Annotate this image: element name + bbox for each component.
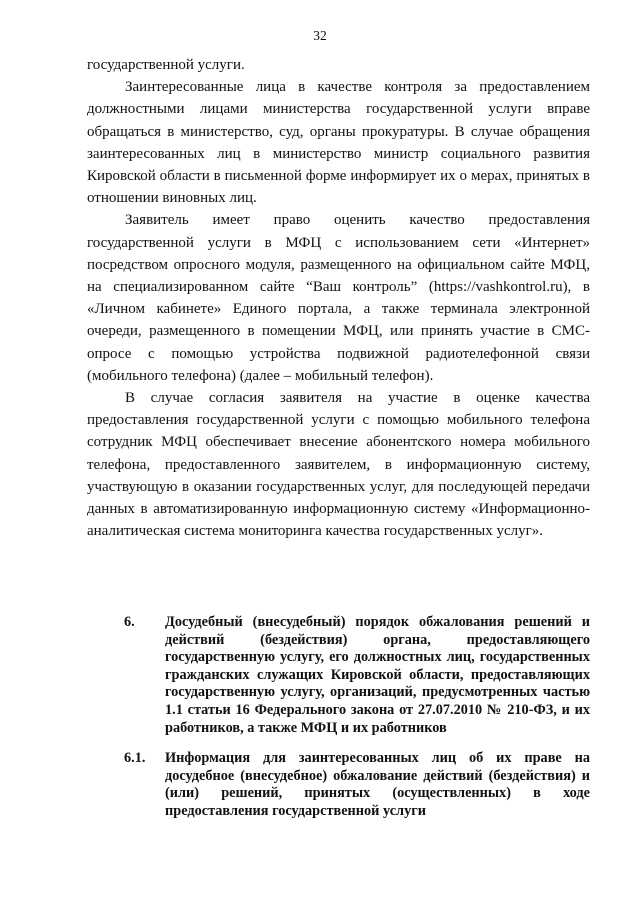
paragraph: Заинтересованные лица в качестве контроля за предоставлением должностными лицами министерства государственной услуги вправе обращаться в министерство, суд, органы прокуратуры. В случае обращения заинтересованных лиц в министерство министр социального развития Кировской области в письменной форме информирует их о мерах, принятых в отношении виновных лиц. (87, 79, 590, 207)
section-title: Досудебный (внесудебный) порядок обжалования решений и действий (бездействия) органа, предоставляющего государственную услугу, его должностных лиц, государственных гражданских служащих Кировской области, предоставляющих государственную услугу, организаций, предусмотренных частью 1.1 статьи 16 Федерального закона от 27.07.2010 № 210-ФЗ, и их работников, а также МФЦ и их работников (165, 614, 590, 736)
paragraph: Заявитель имеет право оценить качество предоставления государственной услуги в МФЦ с использованием сети «Интернет» посредством опросного модуля, размещенного на официальном сайте МФЦ, на специализированном сайте “Ваш контроль” (https://vashkontrol.ru), в «Личном кабинете» Единого портала, а также терминала электронной очереди, размещенного в помещении МФЦ, или принять участие в СМС-опросе с помощью устройства подвижной радиотелефонной связи (мобильного телефона) (далее – мобильный телефон). (87, 212, 590, 384)
body-text (87, 54, 590, 542)
section-heading-6-1 (124, 750, 590, 820)
paragraph: государственной услуги. (87, 57, 245, 73)
section-heading-6 (124, 614, 590, 737)
section-title: Информация для заинтересованных лиц об их праве на досудебное (внесудебное) обжалование действий (бездействия) и (или) решений, принятых (осуществленных) в ходе предоставления государственной услуги (165, 750, 590, 819)
paragraph: В случае согласия заявителя на участие в оценке качества предоставления государственной услуги с помощью мобильного телефона сотрудник МФЦ обеспечивает внесение абонентского номера мобильного телефона, предоставленного заявителем, в информационную систему, участвующую в оказании государственных услуг, для последующей передачи данных в автоматизированную информационную систему «Информационно-аналитическая система мониторинга качества государственных услуг». (87, 390, 590, 540)
section-number: 6. (124, 614, 135, 630)
section-number: 6.1. (124, 750, 146, 766)
page-number: 32 (313, 28, 327, 43)
